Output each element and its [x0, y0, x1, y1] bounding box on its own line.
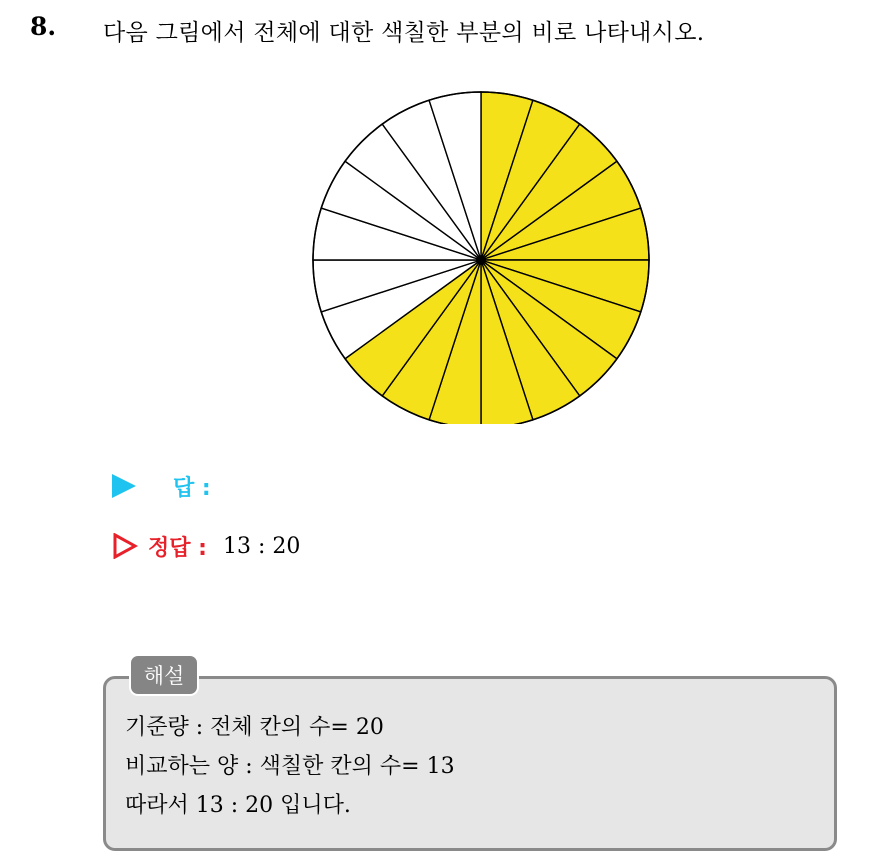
explanation-line: 비교하는 양 : 색칠한 칸의 수= 13: [125, 754, 455, 779]
answer-row: [112, 470, 211, 502]
answer-label: 답 :: [173, 475, 211, 501]
filled-triangle-icon: [112, 474, 136, 498]
question-text: 다음 그림에서 전체에 대한 색칠한 부분의 비로 나타내시오.: [103, 20, 705, 46]
outline-triangle-icon: [112, 533, 138, 559]
correct-answer-row: [112, 530, 300, 562]
correct-answer-value: 13 : 20: [222, 533, 301, 559]
explanation-lines: [125, 708, 455, 825]
correct-answer-label: 정답 :: [148, 535, 207, 561]
pie-center: [478, 257, 484, 263]
fraction-pie-figure: [309, 80, 653, 424]
explanation-tag: 해설: [129, 654, 199, 696]
explanation-line: 기준량 : 전체 칸의 수= 20: [125, 715, 384, 740]
question-number: 8.: [30, 12, 57, 41]
explanation-line: 따라서 13 : 20 입니다.: [125, 793, 351, 818]
